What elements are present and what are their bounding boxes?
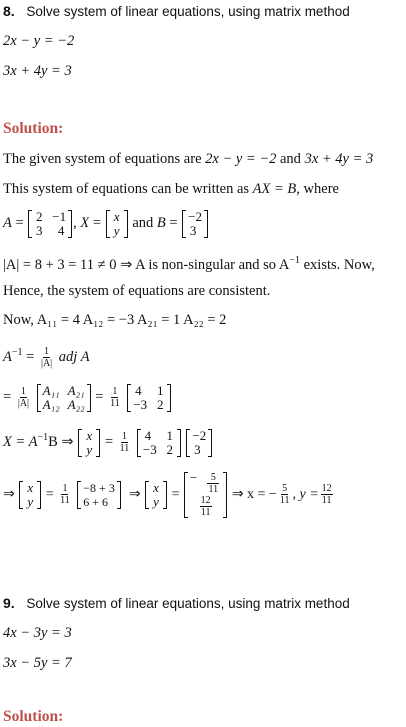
solution-heading: Solution: — [3, 120, 64, 137]
cofactors-line: Now, A₁₁ = 4 A₁₂ = −3 A₂₁ = 1 A₂₂ = 2 — [3, 312, 227, 328]
question-9 — [3, 594, 350, 613]
adjoint-line: = $\frac{1}{|A|}$ A₁₁ A₂₁ A₁₂ A₂₂ = $\frac{1}{11}$ 4 1 −3 2 — [3, 380, 172, 414]
question-8 — [3, 2, 350, 21]
solution-heading: Solution: — [3, 708, 64, 725]
given-line: The given system of equations are 2x − y = −2 and 3x + 4y = 3 — [3, 151, 374, 167]
question-number: 8. — [3, 3, 15, 19]
equation-2: 3x + 4y = 3 — [3, 63, 72, 79]
equation-1: 2x − y = −2 — [3, 33, 75, 49]
consistent-line: Hence, the system of equations are consistent. — [3, 283, 271, 299]
equation-1: 4x − 3y = 3 — [3, 625, 72, 641]
x-solution-line: $X = A^{-1}B$ ⇒ x y = $\frac{1}{11}$ 4 1 −3 2 −2 3 — [3, 423, 213, 457]
question-text: Solve system of linear equations, using matrix method — [26, 596, 350, 611]
adjoint-value-matrix: 4 1 −3 2 — [127, 384, 171, 412]
matrix-form-line: This system of equations can be written as AX = B, where — [3, 181, 339, 197]
question-text: Solve system of linear equations, using matrix method — [26, 4, 350, 19]
matrix-a: 2 −1 3 4 — [28, 210, 72, 238]
determinant-line: |A| = 8 + 3 = 11 ≠ 0 ⇒ A is non-singular and so $A^{-1}$ exists. Now, — [3, 255, 375, 273]
question-number: 9. — [3, 595, 15, 611]
adjoint-symbolic-matrix: A₁₁ A₂₁ A₁₂ A₂₂ — [37, 384, 91, 412]
matrix-b: −2 3 — [182, 210, 208, 238]
equation-2: 3x − 5y = 7 — [3, 655, 72, 671]
matrix-x: x y — [106, 210, 128, 238]
final-result-line: ⇒ x y = $\frac{1}{11}$ −8 + 3 6 + 6 ⇒ x y = − $\frac{5}{11}$ $\frac{12}{11}$ ⇒ x = − $\frac{5}{11}$ , y = $\frac{12}{11}$ — [3, 469, 332, 518]
matrices-line: A = 2 −1 3 4 , X = x y and B = −2 3 — [3, 208, 209, 238]
inverse-formula: $A^{-1}$ = $\frac{1}{|A|}$ adj A — [3, 346, 90, 369]
